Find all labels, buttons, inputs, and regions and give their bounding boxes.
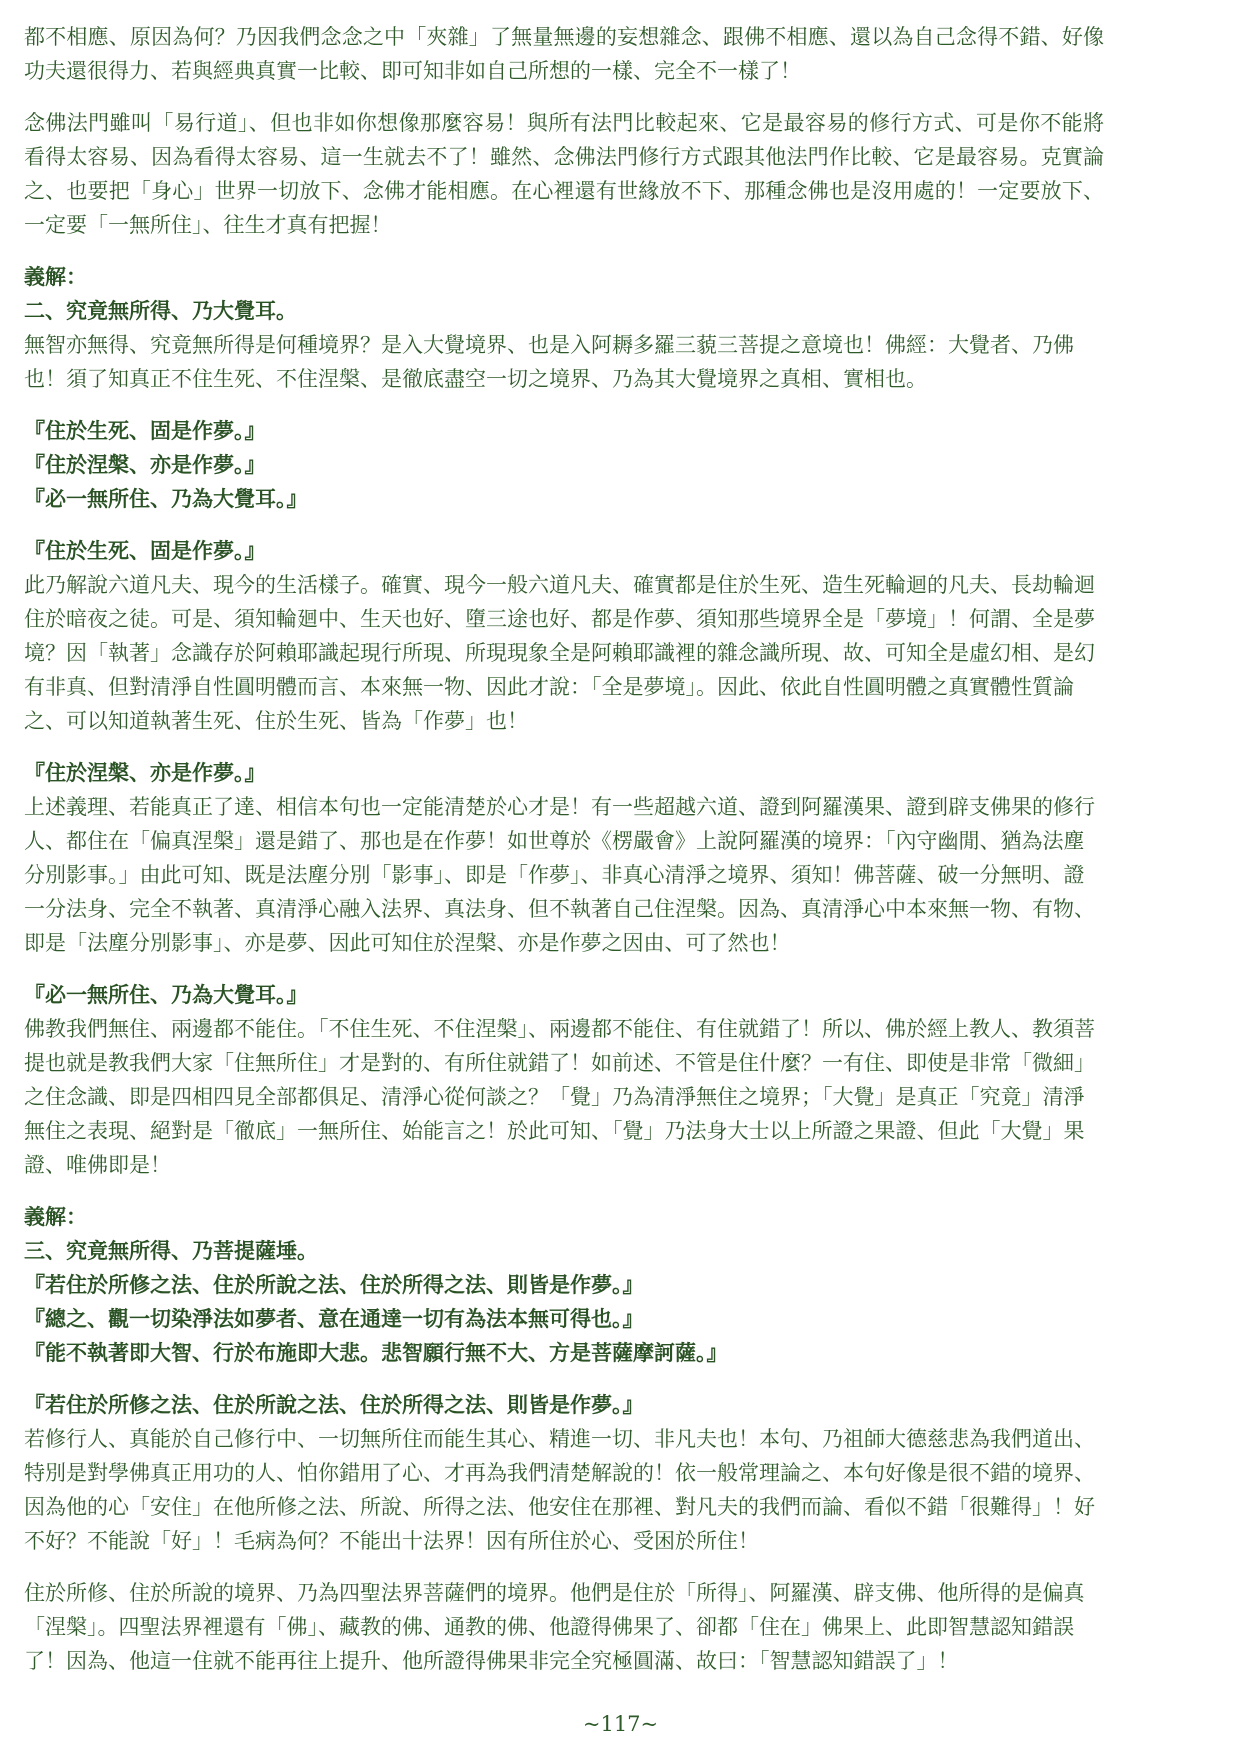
commentary-item	[24, 978, 1104, 1182]
verse-line: 『住於生死、固是作夢。』	[24, 418, 266, 443]
commentary-text: 佛教我們無住、兩邊都不能住。「不住生死、不住涅槃」、兩邊都不能住、有住就錯了！所以、佛於經上教人、教須菩提也就是教我們大家「住無所住」才是對的、有所住就錯了！如前述、不管是住什麼？一有住、即使是非常「微細」之住念識、即是四相四見全部都俱足、清淨心從何談之？「覺」乃為清淨無住之境界；「大覺」是真正「究竟」清淨無住之表現、絕對是「徹底」一無所住、始能言之！於此可知、「覺」乃法身大士以上所證之果證、但此「大覺」果證、唯佛即是！	[24, 1017, 1095, 1177]
body-paragraph	[24, 20, 1104, 88]
commentary-title: 『若住於所修之法、住於所說之法、住於所得之法、則皆是作夢。』	[24, 1392, 644, 1417]
commentary-item	[24, 756, 1104, 960]
paragraph-text: 住於所修、住於所說的境界、乃為四聖法界菩薩們的境界。他們是住於「所得」、阿羅漢、辟支佛、他所得的是偏真「涅槃」。四聖法界裡還有「佛」、藏教的佛、通教的佛、他證得佛果了、卻都「住在」佛果上、此即智慧認知錯誤了！因為、他這一住就不能再往上提升、他所證得佛果非完全究極圓滿、故曰：「智慧認知錯誤了」！	[24, 1581, 1085, 1673]
commentary-text: 上述義理、若能真正了達、相信本句也一定能清楚於心才是！有一些超越六道、證到阿羅漢果、證到辟支佛果的修行人、都住在「偏真涅槃」還是錯了、那也是在作夢！如世尊於《楞嚴會》上說阿羅漢的境界：「內守幽閒、猶為法塵分別影事。」由此可知、既是法塵分別「影事」、即是「作夢」、非真心清淨之境界、須知！佛菩薩、破一分無明、證一分法身、完全不執著、真清淨心融入法界、真法身、但不執著自己住涅槃。因為、真清淨心中本來無一物、有物、即是「法塵分別影事」、亦是夢、因此可知住於涅槃、亦是作夢之因由、可了然也！	[24, 795, 1095, 955]
commentary-text: 若修行人、真能於自己修行中、一切無所住而能生其心、精進一切、非凡夫也！本句、乃祖師大德慈悲為我們道出、特別是對學佛真正用功的人、怕你錯用了心、才再為我們清楚解說的！依一般常理論之、本句好像是很不錯的境界、因為他的心「安住」在他所修之法、所說、所得之法、他安住在那裡、對凡夫的我們而論、看似不錯「很難得」！好不好？不能說「好」！毛病為何？不能出十法界！因有所住於心、受困於所住！	[24, 1427, 1095, 1553]
verse-line: 『若住於所修之法、住於所說之法、住於所得之法、則皆是作夢。』	[24, 1272, 644, 1297]
section-subheading: 三、究竟無所得、乃菩提薩埵。	[24, 1238, 318, 1263]
verse-line: 『能不執著即大智、行於布施即大悲。悲智願行無不大、方是菩薩摩訶薩。』	[24, 1340, 728, 1365]
section-heading: 義解：	[24, 264, 87, 289]
page-number: ~117~	[582, 1712, 659, 1736]
paragraph-text: 念佛法門雖叫「易行道」、但也非如你想像那麼容易！與所有法門比較起來、它是最容易的修行方式、可是你不能將看得太容易、因為看得太容易、這一生就去不了！雖然、念佛法門修行方式跟其他法門作比較、它是最容易。克實論之、也要把「身心」世界一切放下、念佛才能相應。在心裡還有世緣放不下、那種念佛也是沒用處的！一定要放下、一定要「一無所住」、往生才真有把握！	[24, 111, 1104, 237]
commentary-text: 此乃解說六道凡夫、現今的生活樣子。確實、現今一般六道凡夫、確實都是住於生死、造生死輪迴的凡夫、長劫輪迴住於暗夜之徒。可是、須知輪廻中、生天也好、墮三途也好、都是作夢、須知那些境界全是「夢境」！何謂、全是夢境？因「執著」念識存於阿賴耶識起現行所現、所現現象全是阿賴耶識裡的雜念識所現、故、可知全是虛幻相、是幻有非真、但對清淨自性圓明體而言、本來無一物、因此才說：「全是夢境」。因此、依此自性圓明體之真實體性質論之、可以知道執著生死、住於生死、皆為「作夢」也！	[24, 573, 1095, 733]
commentary-title: 『必一無所住、乃為大覺耳。』	[24, 982, 308, 1007]
commentary-item	[24, 1388, 1104, 1558]
verse-line: 『住於涅槃、亦是作夢。』	[24, 452, 266, 477]
commentary-title: 『住於涅槃、亦是作夢。』	[24, 760, 266, 785]
document-page	[24, 20, 1104, 1696]
section-three	[24, 1200, 1104, 1370]
body-paragraph	[24, 106, 1104, 242]
verse-block	[24, 414, 1104, 516]
commentary-title: 『住於生死、固是作夢。』	[24, 538, 266, 563]
verse-line: 『必一無所住、乃為大覺耳。』	[24, 486, 308, 511]
verse-line: 『總之、觀一切染淨法如夢者、意在通達一切有為法本無可得也。』	[24, 1306, 644, 1331]
body-paragraph	[24, 1576, 1104, 1678]
section-heading: 義解：	[24, 1204, 87, 1229]
commentary-item	[24, 534, 1104, 738]
section-intro: 無智亦無得、究竟無所得是何種境界？是入大覺境界、也是入阿耨多羅三藐三菩提之意境也！佛經：大覺者、乃佛也！須了知真正不住生死、不住涅槃、是徹底盡空一切之境界、乃為其大覺境界之真相、實相也。	[24, 333, 1074, 391]
paragraph-text: 都不相應、原因為何？乃因我們念念之中「夾雜」了無量無邊的妄想雜念、跟佛不相應、還以為自己念得不錯、好像功夫還很得力、若與經典真實一比較、即可知非如自己所想的一樣、完全不一樣了！	[24, 25, 1104, 83]
section-subheading: 二、究竟無所得、乃大覺耳。	[24, 298, 297, 323]
section-two	[24, 260, 1104, 396]
